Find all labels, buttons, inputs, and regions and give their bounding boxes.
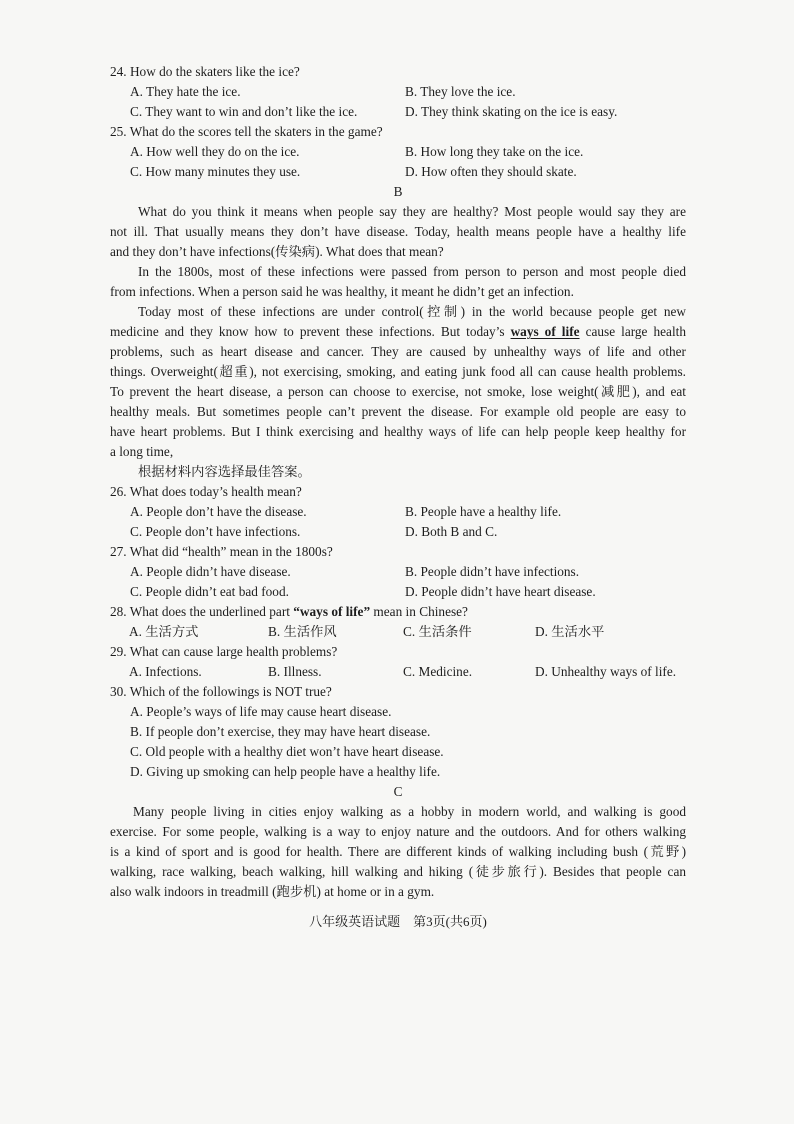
question-27-stem: 27. What did “health” mean in the 1800s? <box>110 544 333 559</box>
question-26-stem: 26. What does today’s health mean? <box>110 484 302 499</box>
passage-b-p2-line-1: In the 1800s, most of these infections were passed from person to person and most people died <box>138 264 686 279</box>
question-26-options-row-1 <box>110 502 686 522</box>
question-28-stem-after: mean in Chinese? <box>370 604 468 619</box>
underlined-ways-of-life: ways of life <box>510 324 580 339</box>
question-29-option-a: A. Infections. <box>129 664 202 679</box>
question-28-option-b: B. 生活作风 <box>268 624 337 639</box>
question-30-option-b: B. If people don’t exercise, they may have heart disease. <box>130 724 431 739</box>
passage-b-p1-line-2: not ill. That usually means they don’t have disease. Today, health means people have a healthy life <box>110 224 686 239</box>
question-26-option-d: D. Both B and C. <box>405 524 498 539</box>
section-b-instruction: 根据材料内容选择最佳答案。 <box>138 464 311 479</box>
question-30-option-d: D. Giving up smoking can help people have a healthy life. <box>130 764 441 779</box>
passage-b-p3-line-2-before: medicine and they know how to prevent these infections. But today’s <box>110 324 511 339</box>
question-29-option-b: B. Illness. <box>268 664 322 679</box>
question-28-stem-emphasis: “ways of life” <box>293 604 371 619</box>
section-c-label: C <box>393 784 403 799</box>
question-30-stem: 30. Which of the followings is NOT true? <box>110 684 332 699</box>
passage-b-p1-line-3: and they don’t have infections(传染病). What does that mean? <box>110 244 444 259</box>
question-29-option-c: C. Medicine. <box>403 664 473 679</box>
question-28-option-a: A. 生活方式 <box>129 624 199 639</box>
question-27-option-b: B. People didn’t have infections. <box>405 564 580 579</box>
passage-c-line-2: exercise. For some people, walking is a way to enjoy nature and the outdoors. And for others walking <box>110 824 686 839</box>
question-24-stem: 24. How do the skaters like the ice? <box>110 64 300 79</box>
passage-c-line-3: is a kind of sport and is good for health. There are different kinds of walking including bush (荒野) <box>110 844 686 859</box>
question-25-options-row-1 <box>110 142 686 162</box>
question-26-options-row-2 <box>110 522 686 542</box>
passage-b-p1-line-1: What do you think it means when people say they are healthy? Most people would say they are <box>138 204 686 219</box>
passage-b-p2-line-2: from infections. When a person said he was healthy, it meant he didn’t get an infection. <box>110 284 574 299</box>
passage-b-p3-line-6: healthy meals. But sometimes people can’t prevent the disease. For example old people are easy to <box>110 404 686 419</box>
question-24-options-row-1 <box>110 82 686 102</box>
question-27-option-c: C. People didn’t eat bad food. <box>130 584 289 599</box>
question-27-options-row-2 <box>110 582 686 602</box>
question-27-options-row-1 <box>110 562 686 582</box>
question-25-options-row-2 <box>110 162 686 182</box>
question-28-option-c: C. 生活条件 <box>403 624 472 639</box>
question-29-stem: 29. What can cause large health problems? <box>110 644 338 659</box>
question-29-option-d: D. Unhealthy ways of life. <box>535 664 677 679</box>
question-24-option-b: B. They love the ice. <box>405 84 516 99</box>
question-27-option-d: D. People didn’t have heart disease. <box>405 584 596 599</box>
passage-b-p3-line-3: problems, such as heart disease and cancer. They are caused by unhealthy ways of life and other <box>110 344 686 359</box>
passage-b-p3-line-7: have heart problems. But I think exercising and healthy ways of life can help people keep healthy for <box>110 424 686 439</box>
question-26-option-b: B. People have a healthy life. <box>405 504 562 519</box>
question-25-stem: 25. What do the scores tell the skaters in the game? <box>110 124 383 139</box>
passage-b-p3-line-1: Today most of these infections are under control(控制) in the world because people get new <box>138 304 686 319</box>
question-28-stem-before: 28. What does the underlined part <box>110 604 294 619</box>
question-25-option-d: D. How often they should skate. <box>405 164 577 179</box>
question-26-option-c: C. People don’t have infections. <box>130 524 301 539</box>
passage-c-line-5: also walk indoors in treadmill (跑步机) at home or in a gym. <box>110 884 435 899</box>
question-24-option-d: D. They think skating on the ice is easy. <box>405 104 618 119</box>
question-25-option-b: B. How long they take on the ice. <box>405 144 584 159</box>
question-24-options-row-2 <box>110 102 686 122</box>
question-28-options-row <box>110 622 686 642</box>
passage-b-p3-line-4: things. Overweight(超重), not exercising, smoking, and eating junk food all can cause health problems. <box>110 364 686 379</box>
page-footer: 八年级英语试题 第3页(共6页) <box>309 914 487 929</box>
question-28-stem <box>110 602 686 622</box>
question-24-option-c: C. They want to win and don’t like the ice. <box>130 104 358 119</box>
passage-b-p3-line-5: To prevent the heart disease, a person can choose to exercise, not smoke, lose weight(减肥), and eat <box>110 384 686 399</box>
passage-b-p3-line-2-after: cause large health <box>579 324 686 339</box>
question-30-option-c: C. Old people with a healthy diet won’t have heart disease. <box>130 744 444 759</box>
passage-c-line-1: Many people living in cities enjoy walking as a hobby in modern world, and walking is good <box>133 804 686 819</box>
question-29-options-row <box>110 662 686 682</box>
question-26-option-a: A. People don’t have the disease. <box>130 504 307 519</box>
question-24-option-a: A. They hate the ice. <box>130 84 241 99</box>
passage-c-line-4: walking, race walking, beach walking, hill walking and hiking (徒步旅行). Besides that people can <box>110 864 686 879</box>
question-30-option-a: A. People’s ways of life may cause heart disease. <box>130 704 392 719</box>
question-27-option-a: A. People didn’t have disease. <box>130 564 291 579</box>
passage-b-p3-line-2 <box>110 322 686 342</box>
question-25-option-c: C. How many minutes they use. <box>130 164 301 179</box>
passage-b-p3-line-8: a long time, <box>110 444 174 459</box>
section-b-label: B <box>393 184 403 199</box>
question-28-option-d: D. 生活水平 <box>535 624 605 639</box>
question-25-option-a: A. How well they do on the ice. <box>130 144 300 159</box>
exam-page-content <box>110 62 686 902</box>
